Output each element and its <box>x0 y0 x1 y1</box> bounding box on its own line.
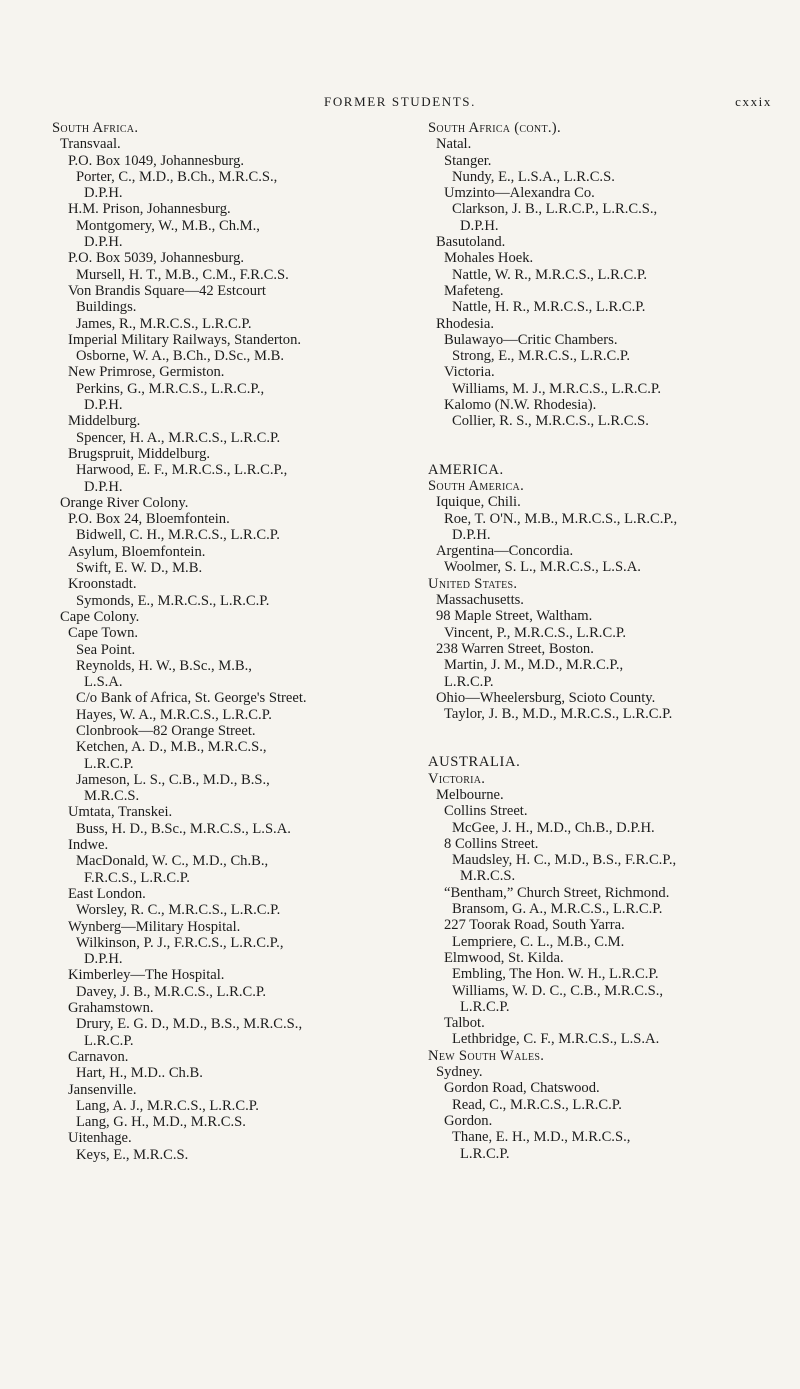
address-line: 8 Collins Street. <box>444 835 539 852</box>
address-line: Grahamstown. <box>68 1000 154 1017</box>
address-line: Mafeteng. <box>444 282 504 299</box>
address-line: Carnavon. <box>68 1048 129 1065</box>
practitioner-line: Lethbridge, C. F., M.R.C.S., L.S.A. <box>452 1031 660 1048</box>
locality-heading: Ohio—Wheelersburg, Scioto County. <box>436 689 656 706</box>
practitioner-line: Hayes, W. A., M.R.C.S., L.R.C.P. <box>76 706 272 723</box>
address-line: P.O. Box 24, Bloemfontein. <box>68 511 230 528</box>
practitioner-line: D.P.H. <box>452 526 491 543</box>
practitioner-line: C/o Bank of Africa, St. George's Street. <box>76 690 307 707</box>
address-line: Imperial Military Railways, Standerton. <box>68 331 302 348</box>
locality-heading: 98 Maple Street, Waltham. <box>436 608 593 625</box>
practitioner-line: L.R.C.P. <box>84 1032 134 1049</box>
practitioner-line: Mursell, H. T., M.B., C.M., F.R.C.S. <box>76 266 289 283</box>
address-line: Talbot. <box>444 1015 485 1032</box>
continent-heading: AMERICA. <box>428 461 504 478</box>
practitioner-line: Maudsley, H. C., M.D., B.S., F.R.C.P., <box>452 852 677 869</box>
address-line: Collins Street. <box>444 803 528 820</box>
practitioner-line: Perkins, G., M.R.C.S., L.R.C.P., <box>76 380 265 397</box>
locality-heading: Sydney. <box>436 1064 483 1081</box>
locality-heading: 238 Warren Street, Boston. <box>436 640 594 657</box>
locality-heading: Transvaal. <box>60 136 121 153</box>
section-spacer <box>428 738 773 754</box>
running-header <box>0 94 800 114</box>
address-line: Brugspruit, Middelburg. <box>68 445 211 462</box>
address-line: Bulawayo—Critic Chambers. <box>444 331 618 348</box>
section-spacer <box>428 722 773 738</box>
locality-heading: Orange River Colony. <box>60 494 189 511</box>
practitioner-line: D.P.H. <box>460 217 499 234</box>
practitioner-line: F.R.C.S., L.R.C.P. <box>84 869 190 886</box>
address-line: Vincent, P., M.R.C.S., L.R.C.P. <box>444 624 626 641</box>
practitioner-line: Jameson, L. S., C.B., M.D., B.S., <box>76 771 270 788</box>
practitioner-line: Keys, E., M.R.C.S. <box>76 1146 189 1163</box>
practitioner-line: Williams, W. D. C., C.B., M.R.C.S., <box>452 982 664 999</box>
practitioner-line: Williams, M. J., M.R.C.S., L.R.C.P. <box>452 380 662 397</box>
address-line: P.O. Box 5039, Johannesburg. <box>68 250 245 267</box>
practitioner-line: Porter, C., M.D., B.Ch., M.R.C.S., <box>76 168 278 185</box>
region-heading: United States. <box>428 575 518 592</box>
practitioner-line: M.R.C.S. <box>460 868 516 885</box>
address-line: H.M. Prison, Johannesburg. <box>68 201 231 218</box>
address-line: Stanger. <box>444 152 492 169</box>
practitioner-line: Bransom, G. A., M.R.C.S., L.R.C.P. <box>452 901 663 918</box>
region-heading: New South Wales. <box>428 1047 545 1064</box>
address-line: Woolmer, S. L., M.R.C.S., L.S.A. <box>444 559 641 576</box>
address-line: Kimberley—The Hospital. <box>68 967 225 984</box>
address-line: Umzinto—Alexandra Co. <box>444 185 595 202</box>
practitioner-line: Montgomery, W., M.B., Ch.M., <box>76 217 260 234</box>
region-heading: South America. <box>428 477 525 494</box>
address-line: Victoria. <box>444 364 495 381</box>
locality-heading: Cape Colony. <box>60 608 140 625</box>
practitioner-line: James, R., M.R.C.S., L.R.C.P. <box>76 315 252 332</box>
locality-heading: Basutoland. <box>436 234 506 251</box>
locality-heading: Iquique, Chili. <box>436 494 521 511</box>
practitioner-line: L.S.A. <box>84 674 123 691</box>
address-line: New Primrose, Germiston. <box>68 364 225 381</box>
address-line: “Bentham,” Church Street, Richmond. <box>444 884 670 901</box>
practitioner-line: Lempriere, C. L., M.B., C.M. <box>452 933 625 950</box>
address-line: Wynberg—Military Hospital. <box>68 918 241 935</box>
locality-heading: Rhodesia. <box>436 315 494 332</box>
practitioner-line: Clarkson, J. B., L.R.C.P., L.R.C.S., <box>452 201 658 218</box>
practitioner-line: Read, C., M.R.C.S., L.R.C.P. <box>452 1096 622 1113</box>
address-line: Elmwood, St. Kilda. <box>444 949 564 966</box>
practitioner-line: Spencer, H. A., M.R.C.S., L.R.C.P. <box>76 429 281 446</box>
practitioner-line: Harwood, E. F., M.R.C.S., L.R.C.P., <box>76 462 288 479</box>
practitioner-line: Wilkinson, P. J., F.R.C.S., L.R.C.P., <box>76 934 284 951</box>
page-number: cxxix <box>735 94 772 109</box>
address-line: Middelburg. <box>68 413 141 430</box>
practitioner-line: D.P.H. <box>84 234 123 251</box>
address-line: Roe, T. O'N., M.B., M.R.C.S., L.R.C.P., <box>444 510 678 527</box>
practitioner-line: Nattle, H. R., M.R.C.S., L.R.C.P. <box>452 299 646 316</box>
practitioner-line: Nattle, W. R., M.R.C.S., L.R.C.P. <box>452 266 648 283</box>
practitioner-line: Lang, A. J., M.R.C.S., L.R.C.P. <box>76 1097 259 1114</box>
address-line: 227 Toorak Road, South Yarra. <box>444 917 625 934</box>
section-spacer <box>428 446 773 462</box>
address-line: Indwe. <box>68 837 109 854</box>
address-line: Mohales Hoek. <box>444 250 534 267</box>
address-line: Von Brandis Square—42 Estcourt <box>68 282 266 299</box>
locality-heading: Natal. <box>436 136 472 153</box>
address-line: L.R.C.P. <box>444 673 494 690</box>
locality-heading: Argentina—Concordia. <box>436 543 574 560</box>
practitioner-line: Ketchen, A. D., M.B., M.R.C.S., <box>76 739 267 756</box>
address-line: Asylum, Bloemfontein. <box>68 543 206 560</box>
page-title: FORMER STUDENTS. <box>323 94 476 109</box>
address-line: Kroonstadt. <box>68 576 137 593</box>
practitioner-line: Thane, E. H., M.D., M.R.C.S., <box>452 1129 631 1146</box>
practitioner-line: Buss, H. D., B.Sc., M.R.C.S., L.S.A. <box>76 820 291 837</box>
practitioner-line: Worsley, R. C., M.R.C.S., L.R.C.P. <box>76 902 281 919</box>
address-line: Umtata, Transkei. <box>68 804 173 821</box>
practitioner-line: Drury, E. G. D., M.D., B.S., M.R.C.S., <box>76 1016 303 1033</box>
address-line: Martin, J. M., M.D., M.R.C.P., <box>444 657 624 674</box>
practitioner-line: L.R.C.P. <box>84 755 134 772</box>
practitioner-line: L.R.C.P. <box>460 1145 510 1162</box>
practitioner-line: Osborne, W. A., B.Ch., D.Sc., M.B. <box>76 348 284 365</box>
practitioner-line: Hart, H., M.D.. Ch.B. <box>76 1065 203 1082</box>
region-heading: South Africa (cont.). <box>428 120 561 136</box>
practitioner-line: Bidwell, C. H., M.R.C.S., L.R.C.P. <box>76 527 280 544</box>
address-line: Uitenhage. <box>68 1130 132 1147</box>
address-line: P.O. Box 1049, Johannesburg. <box>68 152 245 169</box>
region-heading: Victoria. <box>428 770 486 787</box>
practitioner-line: Lang, G. H., M.D., M.R.C.S. <box>76 1114 246 1131</box>
practitioner-line: McGee, J. H., M.D., Ch.B., D.P.H. <box>452 819 655 836</box>
practitioner-line: D.P.H. <box>84 397 123 414</box>
section-spacer <box>428 430 773 446</box>
left-column <box>52 120 387 1163</box>
address-line: East London. <box>68 885 146 902</box>
locality-heading: Massachusetts. <box>436 592 524 609</box>
practitioner-line: Symonds, E., M.R.C.S., L.R.C.P. <box>76 592 270 609</box>
practitioner-line: D.P.H. <box>84 478 123 495</box>
practitioner-line: MacDonald, W. C., M.D., Ch.B., <box>76 853 269 870</box>
practitioner-line: Clonbrook—82 Orange Street. <box>76 722 256 739</box>
practitioner-line: M.R.C.S. <box>84 788 140 805</box>
practitioner-line: D.P.H. <box>84 951 123 968</box>
practitioner-line: Nundy, E., L.S.A., L.R.C.S. <box>452 168 615 185</box>
locality-heading: Melbourne. <box>436 786 504 803</box>
practitioner-line: Reynolds, H. W., B.Sc., M.B., <box>76 657 252 674</box>
practitioner-line: L.R.C.P. <box>460 998 510 1015</box>
practitioner-line: Collier, R. S., M.R.C.S., L.R.C.S. <box>452 413 649 430</box>
practitioner-line: D.P.H. <box>84 185 123 202</box>
address-line: Taylor, J. B., M.D., M.R.C.S., L.R.C.P. <box>444 706 673 723</box>
practitioner-line: Buildings. <box>76 299 137 316</box>
address-line: Gordon Road, Chatswood. <box>444 1080 600 1097</box>
address-line: Gordon. <box>444 1112 493 1129</box>
region-heading: South Africa. <box>52 120 139 136</box>
practitioner-line: Davey, J. B., M.R.C.S., L.R.C.P. <box>76 983 267 1000</box>
practitioner-line: Strong, E., M.R.C.S., L.R.C.P. <box>452 348 631 365</box>
address-line: Cape Town. <box>68 625 139 642</box>
address-line: Kalomo (N.W. Rhodesia). <box>444 397 597 414</box>
address-line: Jansenville. <box>68 1081 137 1098</box>
practitioner-line: Swift, E. W. D., M.B. <box>76 560 203 577</box>
practitioner-line: Embling, The Hon. W. H., L.R.C.P. <box>452 966 659 983</box>
practitioner-line: Sea Point. <box>76 641 136 658</box>
continent-heading: AUSTRALIA. <box>428 754 521 771</box>
right-column <box>428 120 773 1162</box>
